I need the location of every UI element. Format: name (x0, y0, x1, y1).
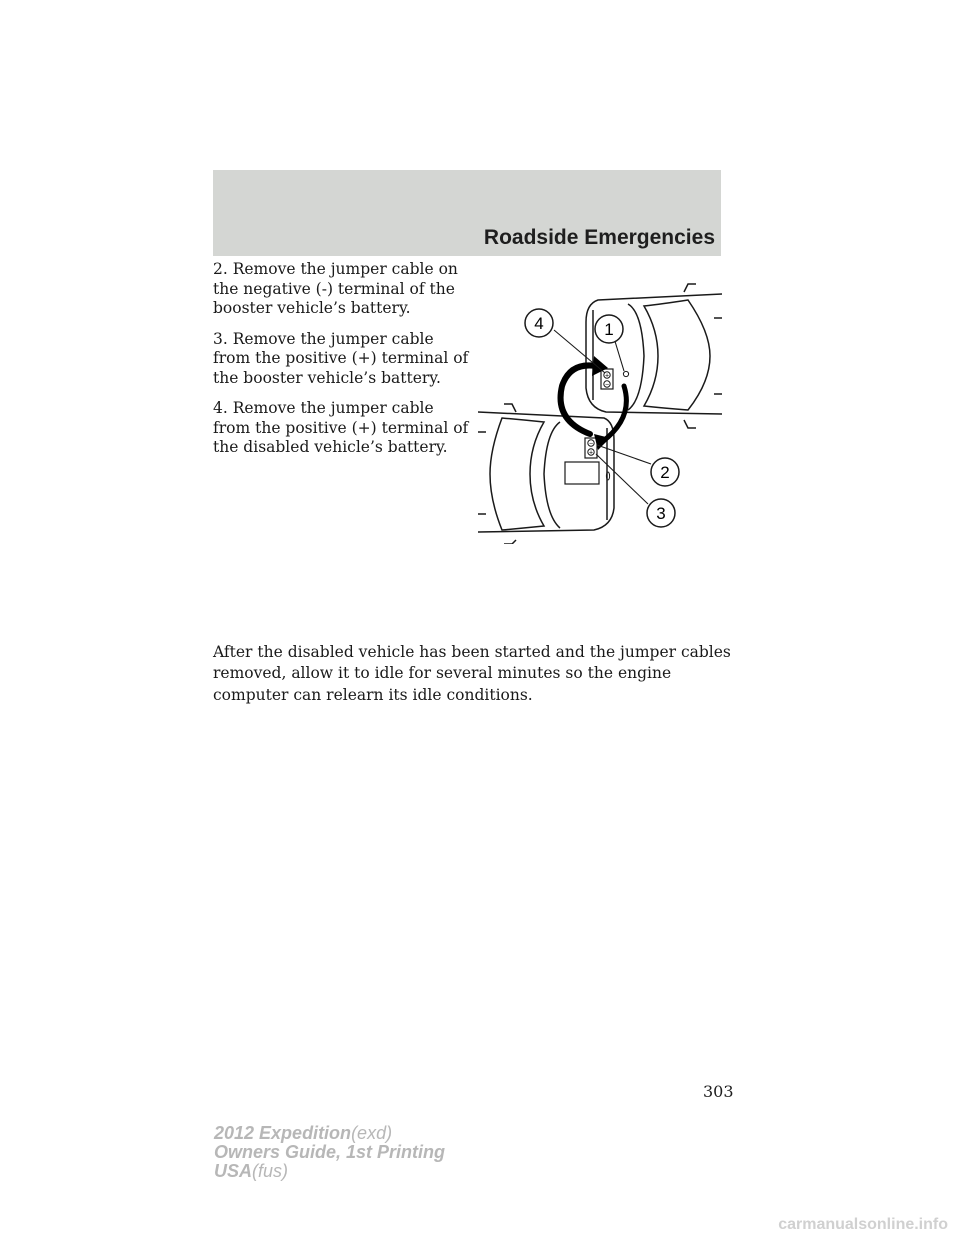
footer-guide: Owners Guide, 1st Printing (214, 1142, 446, 1162)
booster-negative-symbol: − (604, 381, 610, 389)
section-header-band (213, 170, 721, 256)
footer-model: 2012 Expedition (214, 1123, 352, 1143)
page-number: 303 (703, 1082, 734, 1101)
step-4: 4. Remove the jumper cable from the positive (+) terminal of the disabled vehicle’s battery. (213, 399, 469, 456)
booster-positive-symbol: + (604, 372, 610, 380)
step-3: 3. Remove the jumper cable from the positive (+) terminal of the booster vehicle’s battery. (213, 329, 469, 387)
watermark-logo: carmanualsonline.info (778, 1216, 948, 1233)
disabled-vehicle-icon (478, 404, 614, 544)
svg-text:4: 4 (534, 314, 544, 333)
jumper-cable-diagram (478, 282, 722, 544)
document-footer (214, 1124, 445, 1181)
step-2: 2. Remove the jumper cable on the negative (-) terminal of the booster vehicle’s battery. (213, 260, 458, 317)
disabled-battery-icon (585, 438, 597, 458)
disabled-negative-symbol: − (588, 440, 594, 448)
closing-paragraph: After the disabled vehicle has been started and the jumper cables removed, allow it to idle for several minutes so the engine computer can relearn its idle conditions. (213, 642, 731, 704)
callout-1 (595, 315, 623, 343)
footer-line-model (214, 1124, 445, 1143)
footer-market: USA (214, 1161, 253, 1181)
footer-model-code: (exd) (351, 1123, 393, 1143)
svg-text:3: 3 (656, 504, 666, 523)
footer-market-code: (fus) (252, 1161, 289, 1181)
svg-text:2: 2 (660, 463, 670, 482)
callout-2 (651, 458, 679, 486)
footer-line-guide (214, 1143, 445, 1162)
removal-arrow-icon (561, 356, 627, 450)
booster-vehicle-icon (586, 284, 722, 428)
disabled-positive-symbol: + (588, 449, 594, 457)
footer-line-market (214, 1162, 445, 1181)
callout-3 (647, 499, 675, 527)
instruction-steps (213, 260, 473, 469)
svg-text:1: 1 (604, 320, 614, 339)
callout-4 (525, 309, 553, 337)
section-title: Roadside Emergencies (483, 226, 715, 249)
